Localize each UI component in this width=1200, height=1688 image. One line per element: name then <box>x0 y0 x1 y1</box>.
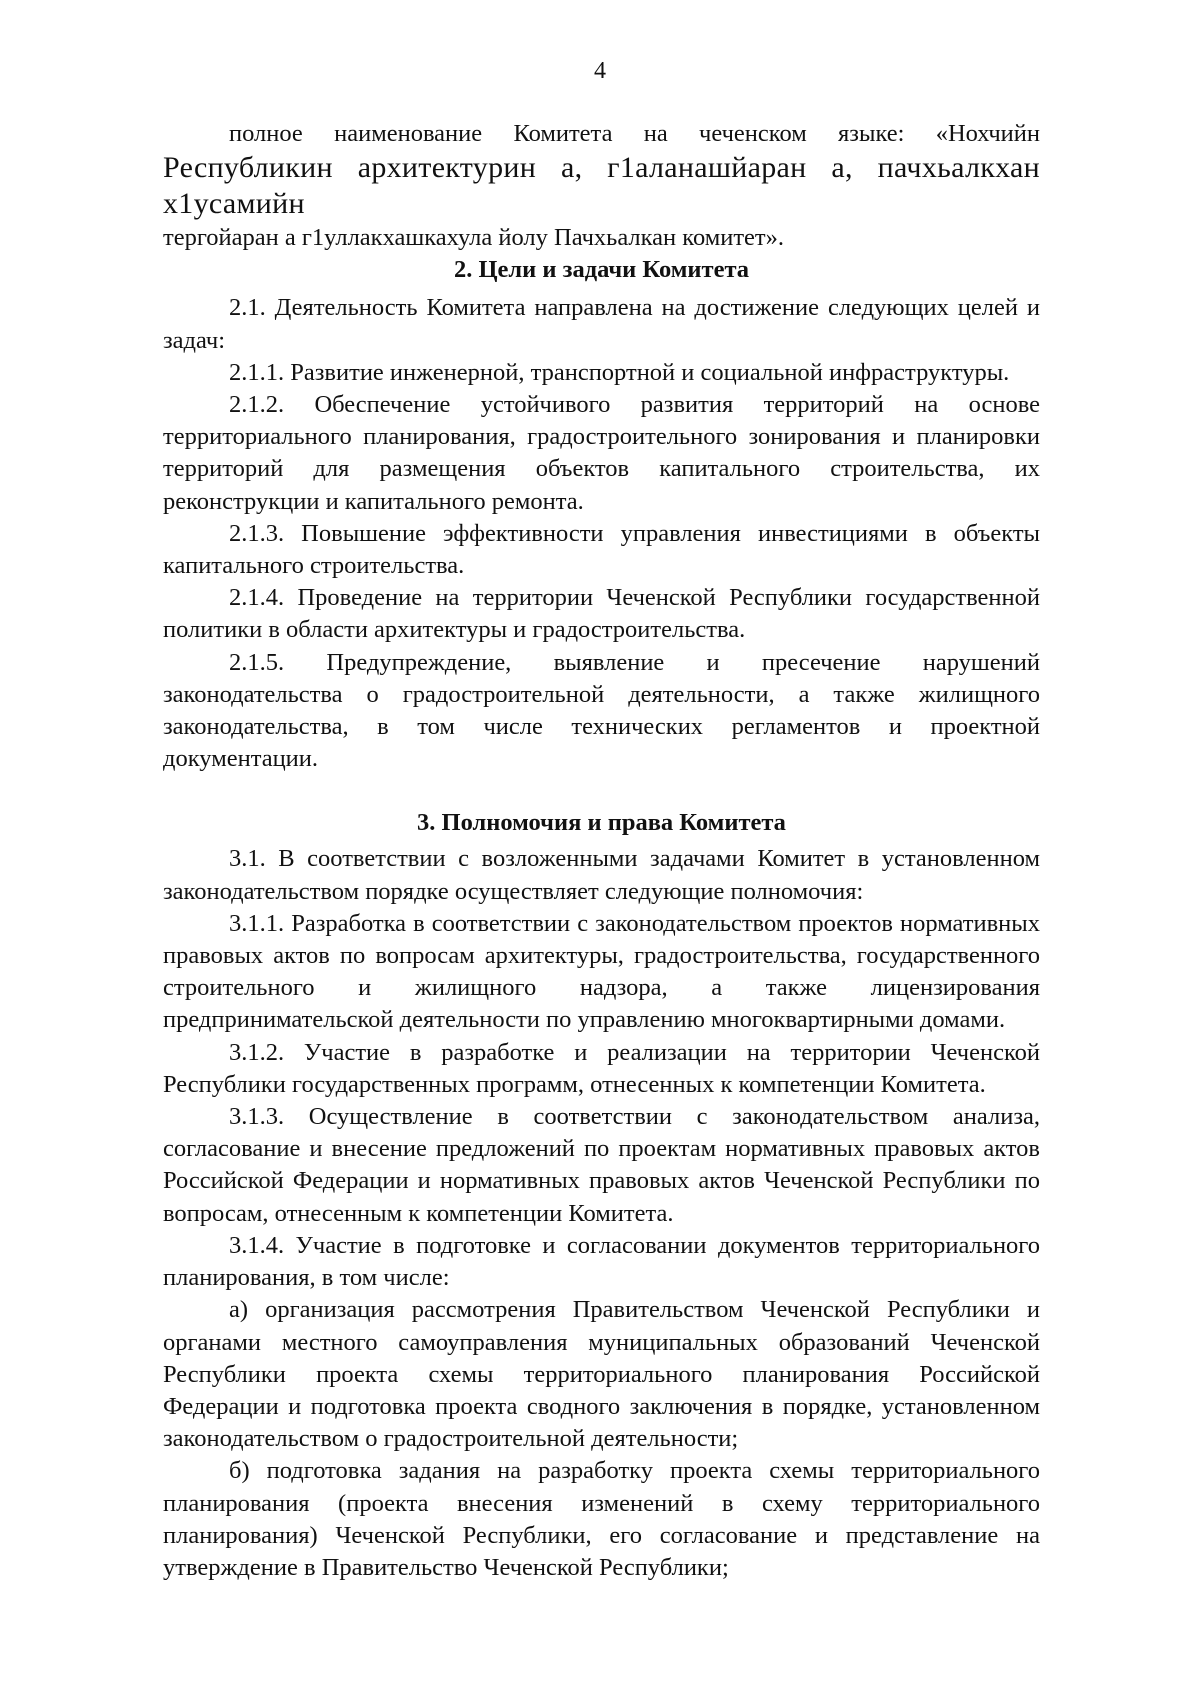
paragraph-2-1-2: 2.1.2. Обеспечение устойчивого развития территорий на основе территориального планирования, градостроительного зонирования и планировки территорий для размещения объектов капитального строительства, их реконструкции и капитального ремонта. <box>163 391 1040 515</box>
intro-line-3: тергойаран а г1уллакхашкахула йолу Пачхьалкан комитет». <box>163 224 785 252</box>
paragraph-3-1-4-a: а) организация рассмотрения Правительством Чеченской Республики и органами местного самоуправления муниципальных образований Чеченской Республики проекта схемы территориального планирования Российской Федерации и подготовка проекта сводного заключения в порядке, установленном законодательством о градостроительной деятельности; <box>163 1296 1040 1453</box>
paragraph-2-1-1: 2.1.1. Развитие инженерной, транспортной и социальной инфраструктуры. <box>229 358 1010 386</box>
paragraph-3-1-4: 3.1.4. Участие в подготовке и согласовании документов территориального планирования, в том числе: <box>163 1231 1040 1292</box>
paragraph-3-1-1: 3.1.1. Разработка в соответствии с законодательством проектов нормативных правовых актов по вопросам архитектуры, градостроительства, государственного строительного и жилищного надзора, а также лицензирования предпринимательской деятельности по управлению многоквартирными домами. <box>163 909 1040 1034</box>
page-number: 4 <box>594 58 606 84</box>
paragraph-3-1-4-b: б) подготовка задания на разработку проекта схемы территориального планирования (проекта внесения изменений в схему территориального планирования) Чеченской Республики, его согласование и представление на утверждение в Правительство Чеченской Республики; <box>163 1457 1040 1581</box>
section-3-heading: 3. Полномочия и права Комитета <box>417 809 786 837</box>
paragraph-3-1-2: 3.1.2. Участие в разработке и реализации на территории Чеченской Республики государственных программ, отнесенных к компетенции Комитета. <box>163 1038 1040 1098</box>
paragraph-3-1-3: 3.1.3. Осуществление в соответствии с законодательством анализа, согласование и внесение предложений по проектам нормативных правовых актов Российской Федерации и нормативных правовых актов Чеченской Республики по вопросам, отнесенным к компетенции Комитета. <box>163 1103 1040 1227</box>
paragraph-3-1: 3.1. В соответствии с возложенными задачами Комитет в установленном законодательством порядке осуществляет следующие полномочия: <box>163 845 1040 905</box>
document-body <box>163 118 1040 1584</box>
intro-line-2: Республикин архитектурин а, г1аланашйаран а, пачхьалкхан х1усамийн <box>163 151 1040 221</box>
intro-line-1: полное наименование Комитета на чеченском языке: «Нохчийн <box>229 120 1040 147</box>
section-2-heading: 2. Цели и задачи Комитета <box>453 256 750 284</box>
paragraph-2-1-4: 2.1.4. Проведение на территории Чеченской Республики государственной политики в области архитектуры и градостроительства. <box>163 584 1040 644</box>
paragraph-2-1: 2.1. Деятельность Комитета направлена на достижение следующих целей и задач: <box>163 294 1040 354</box>
paragraph-2-1-5: 2.1.5. Предупреждение, выявление и пресечение нарушений законодательства о градостроительной деятельности, а также жилищного законодательства, в том числе технических регламентов и проектной документации. <box>163 648 1040 773</box>
paragraph-2-1-3: 2.1.3. Повышение эффективности управления инвестициями в объекты капитального строительства. <box>163 519 1040 580</box>
